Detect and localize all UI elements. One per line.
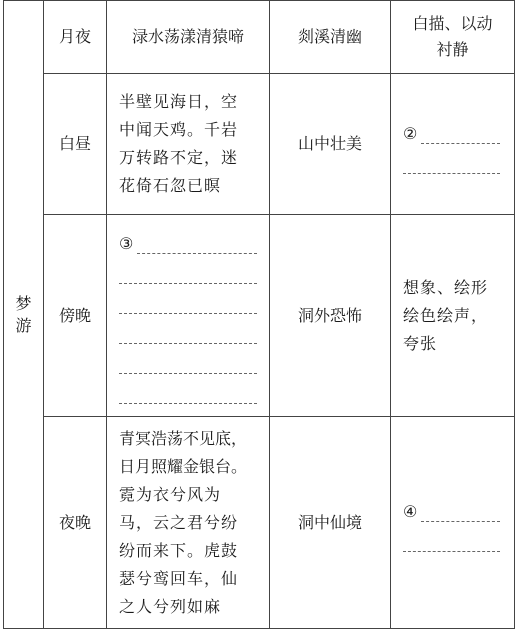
row-poem bbox=[107, 74, 270, 215]
poem-line: 日月照耀金银台。 bbox=[119, 456, 248, 476]
row-night bbox=[4, 417, 515, 629]
row-dusk bbox=[4, 215, 515, 417]
row-scene: 洞外恐怖 bbox=[270, 215, 391, 417]
blank-number: ③ bbox=[119, 234, 134, 253]
blank-line bbox=[119, 374, 257, 404]
answer-blank-4[interactable] bbox=[391, 417, 515, 629]
answer-blank-3[interactable] bbox=[107, 215, 270, 417]
blank-line bbox=[137, 235, 257, 254]
blank-line bbox=[119, 284, 257, 314]
blank-number: ④ bbox=[403, 502, 418, 521]
row-time: 白昼 bbox=[44, 74, 107, 215]
row-time: 夜晚 bbox=[44, 417, 107, 629]
header-method-line: 衬静 bbox=[436, 40, 469, 59]
poem-line: 花倚石忽已暝 bbox=[119, 176, 222, 195]
blank-number: ② bbox=[403, 123, 418, 143]
answer-blank-2[interactable] bbox=[391, 74, 515, 215]
blank-line bbox=[403, 144, 500, 174]
poem-line: 霓为衣兮风为 bbox=[119, 484, 222, 504]
blank-line bbox=[119, 254, 257, 284]
header-method-line: 白描、以动 bbox=[412, 14, 493, 33]
header-poem: 渌水荡漾清猿啼 bbox=[107, 1, 270, 74]
row-scene: 山中壮美 bbox=[270, 74, 391, 215]
row-method bbox=[391, 215, 515, 417]
row-daytime bbox=[4, 74, 515, 215]
poem-line: 瑟兮鸾回车，仙 bbox=[119, 568, 239, 588]
header-row bbox=[4, 1, 515, 74]
method-line: 绘色绘声， bbox=[403, 305, 489, 325]
header-time: 月夜 bbox=[44, 1, 107, 74]
poem-line: 马，云之君兮纷 bbox=[119, 512, 239, 532]
poem-analysis-table bbox=[3, 0, 515, 629]
header-scene: 剡溪清幽 bbox=[270, 1, 391, 74]
row-scene: 洞中仙境 bbox=[270, 417, 391, 629]
side-label-cell bbox=[4, 1, 44, 629]
blank-line bbox=[421, 125, 500, 144]
row-poem bbox=[107, 417, 270, 629]
blank-line bbox=[421, 503, 500, 522]
blank-line bbox=[403, 522, 500, 552]
header-method bbox=[391, 1, 515, 74]
blank-line bbox=[119, 344, 257, 374]
poem-line: 纷而来下。虎鼓 bbox=[119, 540, 239, 560]
poem-line: 万转路不定，迷 bbox=[119, 148, 239, 167]
row-time: 傍晚 bbox=[44, 215, 107, 417]
method-line: 夸张 bbox=[403, 333, 438, 353]
poem-line: 青冥浩荡不见底， bbox=[119, 428, 248, 448]
poem-line: 之人兮列如麻 bbox=[119, 596, 222, 616]
side-label-char: 梦 bbox=[15, 293, 32, 313]
poem-line: 中闻天鸡。千岩 bbox=[119, 120, 239, 139]
side-label-char: 游 bbox=[15, 315, 32, 335]
method-line: 想象、绘形 bbox=[403, 277, 489, 297]
blank-line bbox=[119, 314, 257, 344]
poem-line: 半壁见海日，空 bbox=[119, 92, 239, 111]
